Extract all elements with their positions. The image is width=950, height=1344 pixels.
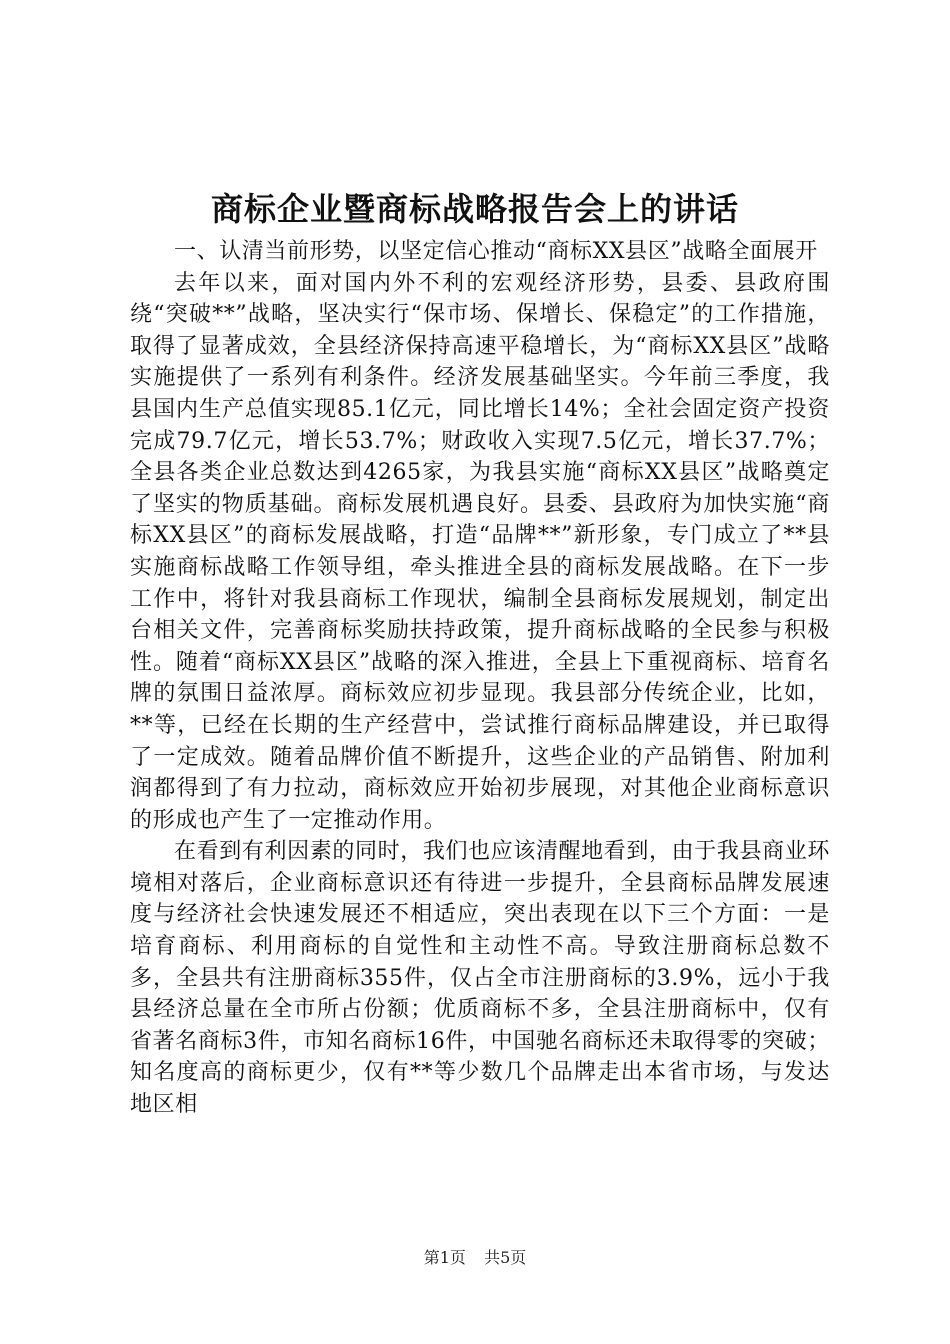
section-heading-paragraph: 一、认清当前形势，以坚定信心推动“商标XX县区”战略全面展开 [174, 239, 818, 264]
document-body [130, 236, 830, 1121]
body-paragraph: 去年以来，面对国内外不利的宏观经济形势，县委、县政府围绕“突破**”战略，坚决实行“保市场、保增长、保稳定”的工作措施，取得了显著成效，全县经济保持高速平稳增长，为“商标XX县区”战略实施提供了一系列有利条件。经济发展基础坚实。今年前三季度，我县国内生产总值实现85.1亿元，同比增长14%；全社会固定资产投资完成79.7亿元，增长53.7%；财政收入实现7.5亿元，增长37.7%；全县各类企业总数达到4265家，为我县实施“商标XX县区”战略奠定了坚实的物质基础。商标发展机遇良好。县委、县政府为加快实施“商标XX县区”的商标发展战略，打造“品牌**”新形象，专门成立了**县实施商标战略工作领导组，牵头推进全县的商标发展战略。在下一步工作中，将针对我县商标工作现状，编制全县商标发展规划，制定出台相关文件，完善商标奖励扶持政策，提升商标战略的全民参与积极性。随着“商标XX县区”战略的深入推进，全县上下重视商标、培育名牌的氛围日益浓厚。商标效应初步显现。我县部分传统企业，比如，**等，已经在长期的生产经营中，尝试推行商标品牌建设，并已取得了一定成效。随着品牌价值不断提升，这些企业的产品销售、附加利润都得到了有力拉动，商标效应开始初步展现，对其他企业商标意识的形成也产生了一定推动作用。 [130, 270, 830, 833]
page-footer [0, 1247, 950, 1269]
page-number: 第1页 [423, 1248, 466, 1267]
body-paragraph: 在看到有利因素的同时，我们也应该清醒地看到，由于我县商业环境相对落后，企业商标意识还有待进一步提升，全县商标品牌发展速度与经济社会快速发展还不相适应，突出表现在以下三个方面：一是培育商标、利用商标的自觉性和主动性不高。导致注册商标总数不多，全县共有注册商标355件，仅占全市注册商标的3.9%，远小于我县经济总量在全市所占份额；优质商标不多，全县注册商标中，仅有省著名商标3件，市知名商标16件，中国驰名商标还未取得零的突破；知名度高的商标更少，仅有**等少数几个品牌走出本省市场，与发达地区相 [130, 839, 830, 1118]
document-title: 商标企业暨商标战略报告会上的讲话 [210, 190, 739, 228]
page-total: 共5页 [484, 1248, 527, 1267]
